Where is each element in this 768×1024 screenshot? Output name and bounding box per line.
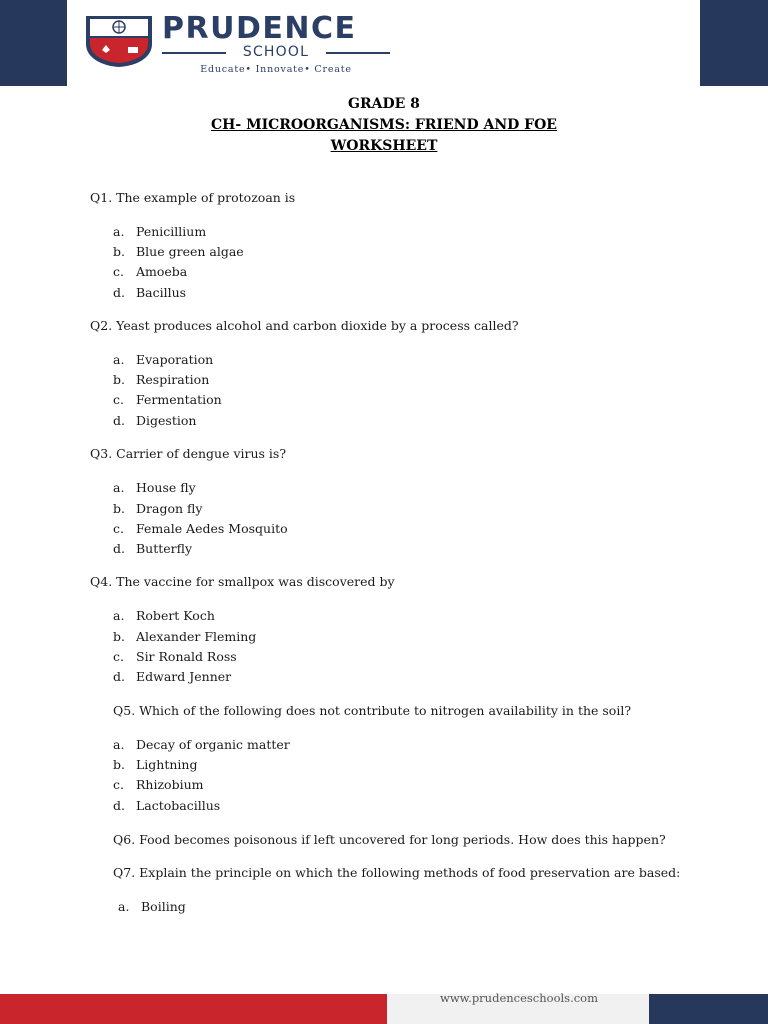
question-7: Q7. Explain the principle on which the following methods of food preservation are based:	[113, 865, 681, 880]
chapter-heading: CH- MICROORGANISMS: FRIEND AND FOE	[211, 117, 557, 133]
footer-website: www.prudenceschools.com	[440, 991, 599, 1005]
question-2: Q2. Yeast produces alcohol and carbon dioxide by a process called?	[90, 318, 519, 333]
header-navy-block-left	[0, 0, 67, 86]
brand-tagline: Educate• Innovate• Create	[200, 64, 352, 75]
brand-sub: SCHOOL	[242, 44, 310, 60]
brand-name: PRUDENCE	[162, 11, 357, 46]
question-4: Q4. The vaccine for smallpox was discovered by	[90, 574, 395, 589]
question-1: Q1. The example of protozoan is	[90, 190, 296, 205]
footer-navy-band	[649, 994, 768, 1024]
footer-red-band	[0, 994, 387, 1024]
grade-heading: GRADE 8	[348, 96, 420, 112]
school-logo	[82, 11, 392, 75]
school-crest-icon	[82, 14, 156, 68]
question-3: Q3. Carrier of dengue virus is?	[90, 446, 287, 461]
question-6: Q6. Food becomes poisonous if left uncovered for long periods. How does this happen?	[113, 832, 666, 847]
brand-sub-row	[162, 44, 390, 62]
header-navy-block-right	[700, 0, 768, 86]
divider	[326, 52, 390, 54]
question-5: Q5. Which of the following does not contribute to nitrogen availability in the soil?	[113, 703, 632, 718]
worksheet-heading: WORKSHEET	[330, 138, 438, 154]
